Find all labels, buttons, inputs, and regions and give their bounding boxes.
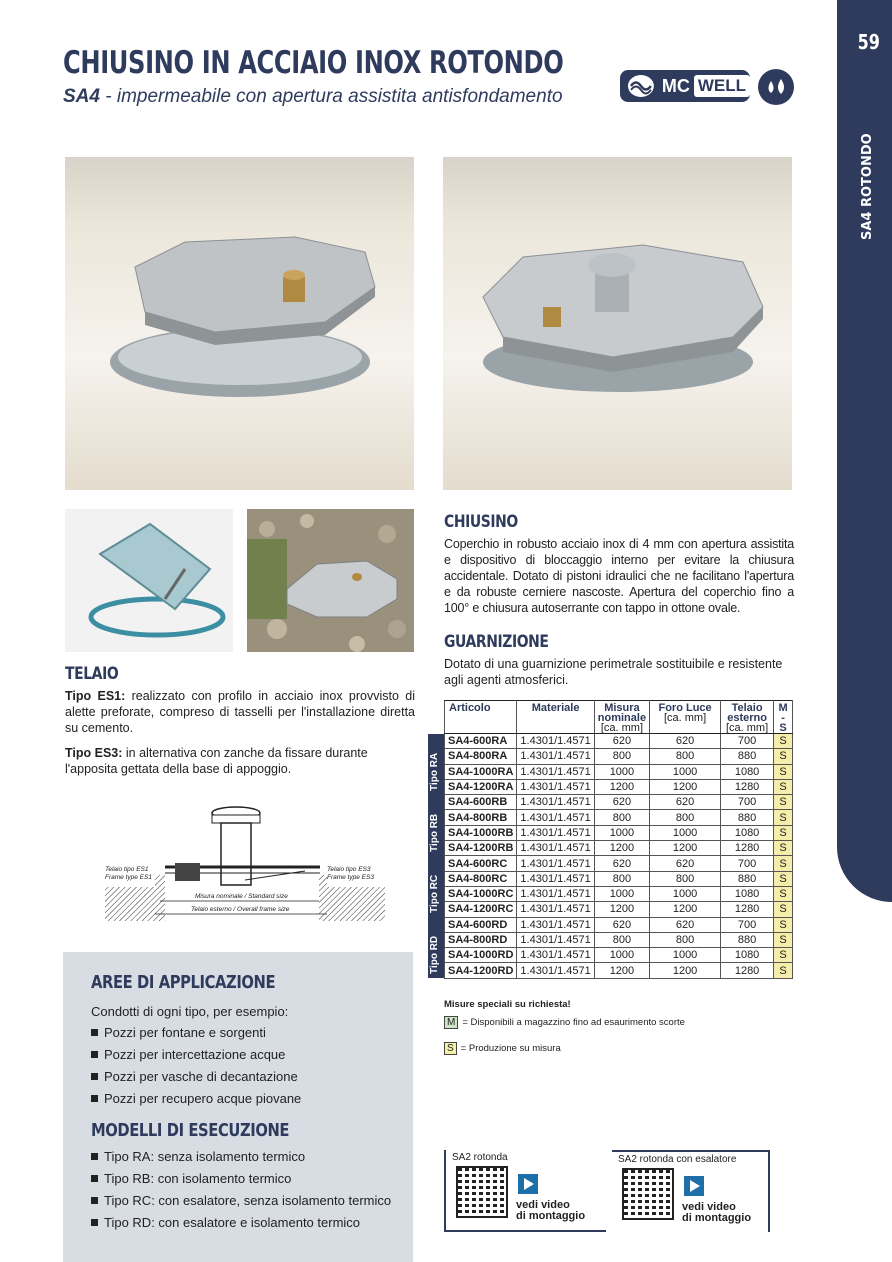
cell-misura: 1000 (594, 764, 649, 779)
cell-telaio: 1080 (721, 948, 774, 963)
cell-foro-luce: 620 (650, 856, 721, 871)
subtitle-text: - impermeabile con apertura assistita antisfondamento (99, 86, 563, 107)
cell-materiale: 1.4301/1.4571 (517, 902, 594, 917)
legend-s: S = Produzione su misura (444, 1042, 561, 1055)
cell-materiale: 1.4301/1.4571 (517, 825, 594, 840)
chiusino-heading: CHIUSINO (444, 512, 518, 532)
col-articolo: Articolo (445, 701, 517, 734)
table-row (445, 932, 793, 947)
col-ms: M - S (774, 701, 793, 734)
table-row (445, 841, 793, 856)
cell-foro-luce: 1200 (650, 841, 721, 856)
table-row (445, 871, 793, 886)
cell-ms: S (774, 948, 793, 963)
cell-materiale: 1.4301/1.4571 (517, 871, 594, 886)
cell-misura: 1200 (594, 841, 649, 856)
page-number: 59 (857, 30, 880, 54)
cell-ms: S (774, 749, 793, 764)
cell-materiale: 1.4301/1.4571 (517, 779, 594, 794)
cell-telaio: 1280 (721, 902, 774, 917)
cell-misura: 620 (594, 917, 649, 932)
table-row (445, 764, 793, 779)
applications-box (63, 952, 413, 1262)
cell-materiale: 1.4301/1.4571 (517, 932, 594, 947)
cell-misura: 1200 (594, 902, 649, 917)
group-label-text: Tipo RB (429, 813, 440, 852)
group-label (428, 856, 444, 917)
cell-ms: S (774, 764, 793, 779)
col-foro-luce: Foro Luce [ca. mm] (650, 701, 721, 734)
cell-foro-luce: 800 (650, 932, 721, 947)
cell-ms: S (774, 856, 793, 871)
col-materiale: Materiale (517, 701, 594, 734)
list-item: Pozzi per fontane e sorgenti (91, 1022, 301, 1044)
diagram-label-es3-it: Telaio tipo ES3 (327, 866, 371, 873)
cell-misura: 1200 (594, 779, 649, 794)
cell-ms: S (774, 886, 793, 901)
cell-ms: S (774, 963, 793, 978)
table-row (445, 749, 793, 764)
list-item: Pozzi per intercettazione acque (91, 1044, 301, 1066)
table-row (445, 734, 793, 749)
qr-code-icon[interactable] (622, 1168, 674, 1220)
cell-ms: S (774, 917, 793, 932)
cell-materiale: 1.4301/1.4571 (517, 886, 594, 901)
logo-mc: MC (661, 75, 690, 96)
cell-articolo: SA4-600RA (445, 734, 517, 749)
modelli-list (91, 1146, 391, 1234)
qr-code-icon[interactable] (456, 1166, 508, 1218)
play-icon[interactable] (518, 1174, 538, 1194)
group-label (428, 734, 444, 795)
cell-materiale: 1.4301/1.4571 (517, 841, 594, 856)
table-note: Misure speciali su richiesta! (444, 999, 571, 1010)
cell-materiale: 1.4301/1.4571 (517, 734, 594, 749)
cell-articolo: SA4-800RC (445, 871, 517, 886)
cell-telaio: 700 (721, 734, 774, 749)
cell-misura: 620 (594, 856, 649, 871)
group-label-text: Tipo RC (429, 874, 440, 914)
cell-misura: 620 (594, 795, 649, 810)
cell-telaio: 880 (721, 932, 774, 947)
list-item: Tipo RB: con isolamento termico (91, 1168, 391, 1190)
list-item: Pozzi per vasche di decantazione (91, 1066, 301, 1088)
telaio-es3: Tipo ES3: in alternativa con zanche da fissare durante l'apposita gettata della base di appoggio. (65, 746, 368, 776)
guarnizione-heading: GUARNIZIONE (444, 632, 549, 652)
cell-foro-luce: 1000 (650, 948, 721, 963)
logo-word: WELL (694, 75, 750, 97)
side-section-label: SA4 ROTONDO (860, 133, 875, 240)
cell-telaio: 880 (721, 749, 774, 764)
cell-misura: 1000 (594, 825, 649, 840)
cell-materiale: 1.4301/1.4571 (517, 810, 594, 825)
cell-foro-luce: 1200 (650, 963, 721, 978)
mcwell-emblem-icon (626, 73, 656, 99)
diagram-label-es1-it: Telaio tipo ES1 (105, 866, 149, 873)
list-item: Tipo RA: senza isolamento termico (91, 1146, 391, 1168)
col-misura: Misura nominale [ca. mm] (594, 701, 649, 734)
diagram-label-es3-en: Frame type ES3 (327, 874, 374, 881)
table-row (445, 779, 793, 794)
cell-telaio: 700 (721, 917, 774, 932)
cell-ms: S (774, 825, 793, 840)
chiusino-text: Coperchio in robusto acciaio inox di 4 mm con apertura assistita e dispositivo di bloccaggio interno per evitare la chiusura accidentale. Dotato di pistoni idraulici che ne facilitano l'apertura e da robuste cerniere nascoste. Apertura del coperchio fino a 100° e chiusura autoserrante con tappo in ottone ovale. (444, 537, 794, 615)
cell-ms: S (774, 810, 793, 825)
cell-telaio: 1280 (721, 779, 774, 794)
water-drops-icon (758, 69, 794, 105)
cell-misura: 800 (594, 749, 649, 764)
cell-telaio: 700 (721, 856, 774, 871)
cell-foro-luce: 1000 (650, 825, 721, 840)
product-table (444, 700, 793, 979)
table-row (445, 963, 793, 978)
group-label-text: Tipo RA (429, 752, 440, 791)
page-title: CHIUSINO IN ACCIAIO INOX ROTONDO (63, 45, 564, 81)
cell-materiale: 1.4301/1.4571 (517, 917, 594, 932)
group-label (428, 795, 444, 856)
cell-articolo: SA4-1200RD (445, 963, 517, 978)
cell-foro-luce: 1200 (650, 779, 721, 794)
cell-ms: S (774, 795, 793, 810)
cell-foro-luce: 620 (650, 734, 721, 749)
cell-articolo: SA4-1200RB (445, 841, 517, 856)
cell-ms: S (774, 779, 793, 794)
cell-foro-luce: 1000 (650, 764, 721, 779)
col-telaio-esterno: Telaio esterno [ca. mm] (721, 701, 774, 734)
cell-materiale: 1.4301/1.4571 (517, 749, 594, 764)
cell-telaio: 1080 (721, 764, 774, 779)
video-block-1[interactable] (444, 1150, 606, 1232)
cell-ms: S (774, 734, 793, 749)
telaio-es1: Tipo ES1: realizzato con profilo in acciaio inox provvisto di alette preforate, compreso di tasselli per l'installazione diretta su cemento. (65, 689, 415, 735)
diagram-overall-size: Telaio esterno / Overall frame size (191, 906, 290, 913)
technical-drawing (105, 805, 385, 925)
open-cover-photo (65, 509, 233, 652)
cell-articolo: SA4-800RB (445, 810, 517, 825)
cell-foro-luce: 620 (650, 917, 721, 932)
cell-articolo: SA4-800RA (445, 749, 517, 764)
subtitle-code: SA4 (63, 86, 100, 107)
cell-telaio: 1080 (721, 825, 774, 840)
play-icon[interactable] (684, 1176, 704, 1196)
cell-articolo: SA4-1200RA (445, 779, 517, 794)
cell-foro-luce: 800 (650, 810, 721, 825)
diagram-label-es1-en: Frame type ES1 (105, 874, 152, 881)
table-row (445, 886, 793, 901)
installed-cover-photo (247, 509, 414, 652)
group-label-text: Tipo RD (429, 936, 440, 975)
cell-foro-luce: 620 (650, 795, 721, 810)
cell-telaio: 1280 (721, 841, 774, 856)
table-row (445, 825, 793, 840)
cell-misura: 800 (594, 810, 649, 825)
cell-articolo: SA4-600RB (445, 795, 517, 810)
cell-misura: 1200 (594, 963, 649, 978)
aree-intro: Condotti di ogni tipo, per esempio: (91, 1004, 289, 1019)
table-row (445, 810, 793, 825)
mcwell-logo (620, 70, 750, 102)
aree-heading: AREE DI APPLICAZIONE (91, 972, 276, 993)
cell-misura: 1000 (594, 886, 649, 901)
cell-articolo: SA4-800RD (445, 932, 517, 947)
cell-ms: S (774, 871, 793, 886)
cell-articolo: SA4-1000RB (445, 825, 517, 840)
modelli-heading: MODELLI DI ESECUZIONE (91, 1120, 290, 1141)
video-title: SA2 rotonda con esalatore (618, 1154, 737, 1165)
cell-misura: 800 (594, 871, 649, 886)
cell-materiale: 1.4301/1.4571 (517, 764, 594, 779)
video-block-2[interactable] (612, 1150, 770, 1232)
cell-materiale: 1.4301/1.4571 (517, 795, 594, 810)
table-row (445, 948, 793, 963)
cell-articolo: SA4-1000RD (445, 948, 517, 963)
diagram-standard-size: Misura nominale / Standard size (195, 893, 288, 900)
cell-telaio: 1280 (721, 963, 774, 978)
list-item: Tipo RD: con esalatore e isolamento termico (91, 1212, 391, 1234)
legend-m: M = Disponibili a magazzino fino ad esaurimento scorte (444, 1016, 685, 1029)
product-table-wrap (444, 700, 793, 979)
cell-misura: 1000 (594, 948, 649, 963)
cell-misura: 620 (594, 734, 649, 749)
cell-foro-luce: 800 (650, 749, 721, 764)
video-cta[interactable]: vedi video di montaggio (516, 1199, 586, 1222)
list-item: Tipo RC: con esalatore, senza isolamento termico (91, 1190, 391, 1212)
cell-foro-luce: 1000 (650, 886, 721, 901)
video-title: SA2 rotonda (452, 1152, 508, 1163)
cell-telaio: 1080 (721, 886, 774, 901)
cell-foro-luce: 1200 (650, 902, 721, 917)
cell-telaio: 700 (721, 795, 774, 810)
cell-articolo: SA4-600RC (445, 856, 517, 871)
group-label (428, 917, 444, 978)
list-item: Pozzi per recupero acque piovane (91, 1088, 301, 1110)
cell-articolo: SA4-1000RA (445, 764, 517, 779)
cell-materiale: 1.4301/1.4571 (517, 963, 594, 978)
table-row (445, 795, 793, 810)
cell-materiale: 1.4301/1.4571 (517, 856, 594, 871)
product-photo-1 (65, 157, 414, 490)
cell-foro-luce: 800 (650, 871, 721, 886)
guarnizione-text: Dotato di una guarnizione perimetrale sostituibile e resistente agli agenti atmosferici. (444, 657, 783, 687)
cell-telaio: 880 (721, 871, 774, 886)
cell-ms: S (774, 902, 793, 917)
table-row (445, 902, 793, 917)
cell-articolo: SA4-1000RC (445, 886, 517, 901)
product-photo-2 (443, 157, 792, 490)
page-subtitle (63, 86, 563, 108)
cell-articolo: SA4-600RD (445, 917, 517, 932)
cell-materiale: 1.4301/1.4571 (517, 948, 594, 963)
table-row (445, 917, 793, 932)
cell-articolo: SA4-1200RC (445, 902, 517, 917)
table-row (445, 856, 793, 871)
cell-ms: S (774, 932, 793, 947)
aree-list (91, 1022, 301, 1110)
video-cta[interactable]: vedi video di montaggio (682, 1201, 752, 1224)
cell-misura: 800 (594, 932, 649, 947)
cell-telaio: 880 (721, 810, 774, 825)
telaio-heading: TELAIO (65, 664, 119, 684)
cell-ms: S (774, 841, 793, 856)
